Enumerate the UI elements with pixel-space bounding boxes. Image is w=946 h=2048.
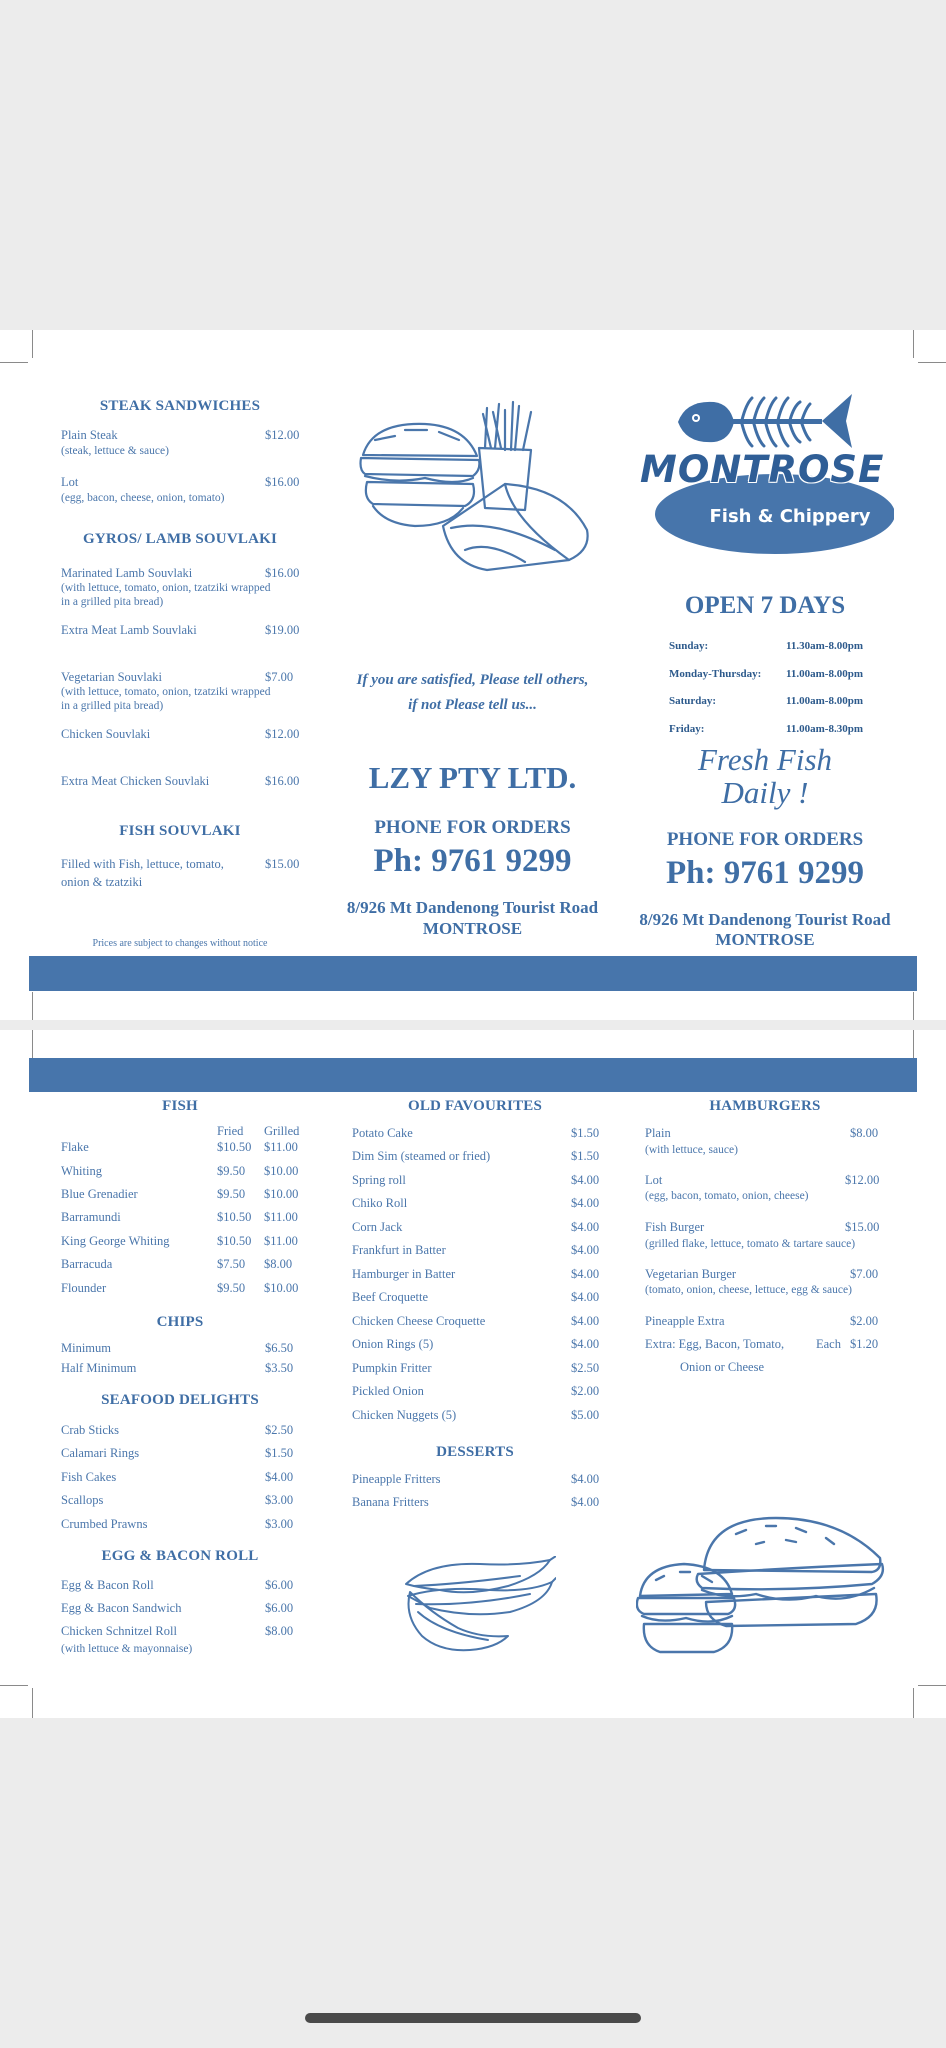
menu-item-name: Chicken Souvlaki — [61, 727, 151, 741]
crop-mark — [0, 362, 28, 363]
menu-item-name: Dim Sim (steamed or fried) — [352, 1149, 491, 1163]
menu-item-name: Chiko Roll — [352, 1196, 408, 1210]
gyros-heading: GYROS/ LAMB SOUVLAKI — [82, 531, 278, 547]
menu-item-name: Half Minimum — [61, 1361, 137, 1375]
menu-item-price: $3.00 — [265, 1517, 294, 1531]
menu-item-name: Spring roll — [352, 1173, 406, 1187]
menu-item-name: Pineapple Fritters — [352, 1472, 441, 1486]
menu-item-price: $12.00 — [845, 1173, 880, 1187]
menu-item-name: Lot — [61, 475, 79, 489]
grilled-column-header: Grilled — [264, 1124, 300, 1138]
address-line1: 8/926 Mt Dandenong Tourist Road — [346, 898, 599, 917]
menu-item-price: $6.00 — [265, 1601, 294, 1615]
menu-item-name: Egg & Bacon Roll — [61, 1578, 154, 1592]
hours-time: 11.00am-8.30pm — [786, 723, 863, 735]
menu-item-name: Plain Steak — [61, 428, 118, 442]
menu-item-desc: in a grilled pita bread) — [61, 700, 164, 712]
menu-item-price: $2.50 — [571, 1361, 600, 1375]
menu-item-name: Plain — [645, 1126, 671, 1140]
crop-mark — [32, 1688, 33, 1718]
menu-item-price: $7.50 — [217, 1257, 246, 1271]
menu-item-name: Banana Fritters — [352, 1495, 429, 1509]
hours-day: Monday-Thursday: — [669, 668, 762, 680]
phone-number[interactable]: Ph: 9761 9299 — [666, 855, 864, 891]
crop-mark — [918, 362, 946, 363]
hours-day: Friday: — [669, 723, 705, 735]
menu-item-price: $10.50 — [217, 1210, 252, 1224]
company-name: LZY PTY LTD. — [368, 760, 577, 795]
menu-item-name: King George Whiting — [61, 1234, 170, 1248]
desserts-heading: DESSERTS — [436, 1444, 514, 1460]
menu-item-price: $16.00 — [265, 566, 300, 580]
satisfaction-quote-line2: if not Please tell us... — [408, 697, 537, 713]
menu-item-price: $10.00 — [264, 1187, 299, 1201]
menu-item-desc: (with lettuce, tomato, onion, tzatziki wrapped — [61, 686, 271, 698]
menu-item-price: $2.50 — [265, 1423, 294, 1437]
menu-item-name: Pineapple Extra — [645, 1314, 725, 1328]
phone-number[interactable]: Ph: 9761 9299 — [373, 843, 572, 879]
fried-column-header: Fried — [217, 1124, 244, 1138]
menu-item-price: $11.00 — [264, 1234, 298, 1248]
menu-item-price: $7.00 — [850, 1267, 879, 1281]
menu-item-price: $6.50 — [265, 1341, 294, 1355]
menu-item-desc: (with lettuce, sauce) — [645, 1144, 738, 1156]
menu-item-price: $4.00 — [571, 1220, 600, 1234]
menu-page-outside — [0, 330, 946, 1020]
menu-item-price: $1.50 — [571, 1126, 600, 1140]
menu-item-price: $3.50 — [265, 1361, 294, 1375]
menu-item-price: $12.00 — [265, 428, 300, 442]
menu-item-price: $5.00 — [571, 1408, 600, 1422]
menu-item-name: Barramundi — [61, 1210, 121, 1224]
hours-time: 11.30am-8.00pm — [786, 640, 863, 652]
blue-band — [29, 956, 917, 991]
menu-item-price: $9.50 — [217, 1281, 246, 1295]
sandwich-chips-illustration — [355, 400, 595, 582]
hours-time: 11.00am-8.00pm — [786, 695, 863, 707]
menu-page-inside — [0, 1030, 946, 1718]
menu-item-name: Crumbed Prawns — [61, 1517, 148, 1531]
phone-orders-heading: PHONE FOR ORDERS — [666, 829, 864, 850]
fish-heading: FISH — [162, 1098, 198, 1114]
menu-item-price: $2.00 — [850, 1314, 879, 1328]
extras-line2: Onion or Cheese — [680, 1360, 765, 1374]
crop-mark — [32, 1030, 33, 1058]
menu-item-price: $16.00 — [265, 774, 300, 788]
menu-item-price: $4.00 — [571, 1314, 600, 1328]
menu-item-name: Calamari Rings — [61, 1446, 140, 1460]
menu-item-name: Crab Sticks — [61, 1423, 119, 1437]
menu-item-price: $15.00 — [845, 1220, 880, 1234]
menu-item-name: Blue Grenadier — [61, 1187, 138, 1201]
menu-item-price: $15.00 — [265, 857, 300, 871]
menu-item-price: $4.00 — [571, 1472, 600, 1486]
menu-item-price: $1.50 — [265, 1446, 294, 1460]
menu-item-name: Barracuda — [61, 1257, 113, 1271]
menu-item-name: Egg & Bacon Sandwich — [61, 1601, 182, 1615]
menu-item-price: $4.00 — [571, 1337, 600, 1351]
crop-mark — [913, 1030, 914, 1058]
menu-item-price: $10.50 — [217, 1234, 252, 1248]
menu-item-name: Fish Cakes — [61, 1470, 117, 1484]
menu-item-price: $11.00 — [264, 1140, 298, 1154]
menu-item-price: $9.50 — [217, 1164, 246, 1178]
menu-item-desc: (steak, lettuce & sauce) — [61, 445, 169, 457]
menu-item-price: $10.00 — [264, 1164, 299, 1178]
address-line2: MONTROSE — [715, 930, 815, 949]
open-7-days: OPEN 7 DAYS — [684, 592, 846, 619]
crop-mark — [32, 330, 33, 358]
menu-item-name: Chicken Cheese Croquette — [352, 1314, 486, 1328]
menu-item-name: Minimum — [61, 1341, 112, 1355]
crop-mark — [913, 330, 914, 358]
menu-item-name: Flounder — [61, 1281, 107, 1295]
menu-item-name: Fish Burger — [645, 1220, 705, 1234]
menu-item-name: Chicken Schnitzel Roll — [61, 1624, 177, 1638]
chips-heading: CHIPS — [156, 1314, 204, 1330]
menu-item-price: $4.00 — [571, 1173, 600, 1187]
address-line1: 8/926 Mt Dandenong Tourist Road — [639, 910, 891, 929]
menu-item-desc: (grilled flake, lettuce, tomato & tartare sauce) — [645, 1238, 856, 1250]
seafood-heading: SEAFOOD DELIGHTS — [101, 1392, 259, 1408]
menu-item-desc: Filled with Fish, lettuce, tomato, — [61, 857, 224, 871]
price-notice: Prices are subject to changes without notice — [92, 938, 268, 949]
crop-mark — [913, 1688, 914, 1718]
menu-item-price: $4.00 — [571, 1243, 600, 1257]
menu-item-desc: (egg, bacon, cheese, onion, tomato) — [61, 492, 225, 504]
menu-item-name: Extra Meat Lamb Souvlaki — [61, 623, 197, 637]
menu-item-desc: in a grilled pita bread) — [61, 596, 164, 608]
menu-item-name: Marinated Lamb Souvlaki — [61, 566, 193, 580]
home-indicator[interactable] — [305, 2013, 641, 2023]
menu-item-price: $3.00 — [265, 1493, 294, 1507]
hours-time: 11.00am-8.00pm — [786, 668, 863, 680]
satisfaction-quote-line1: If you are satisfied, Please tell others, — [356, 672, 589, 688]
crop-mark — [918, 1685, 946, 1686]
menu-item-price: $19.00 — [265, 623, 300, 637]
menu-item-name: Vegetarian Souvlaki — [61, 670, 163, 684]
menu-item-price: $9.50 — [217, 1187, 246, 1201]
menu-item-price: $8.00 — [265, 1624, 294, 1638]
menu-item-price: $11.00 — [264, 1210, 298, 1224]
extras-line1: Extra: Egg, Bacon, Tomato, — [645, 1337, 785, 1351]
address-line2: MONTROSE — [422, 919, 523, 938]
menu-item-name: Pickled Onion — [352, 1384, 424, 1398]
hamburger-illustration — [636, 1514, 892, 1656]
menu-item-name: Whiting — [61, 1164, 102, 1178]
menu-item-price: $4.00 — [571, 1495, 600, 1509]
menu-item-name: Chicken Nuggets (5) — [352, 1408, 457, 1422]
menu-item-name: Potato Cake — [352, 1126, 413, 1140]
blue-band — [29, 1058, 917, 1092]
menu-item-name: Lot — [645, 1173, 663, 1187]
menu-item-name: Frankfurt in Batter — [352, 1243, 446, 1257]
menu-item-name: Hamburger in Batter — [352, 1267, 456, 1281]
brand-tagline: Fish & Chippery — [709, 506, 871, 527]
menu-item-desc: (egg, bacon, tomato, onion, cheese) — [645, 1190, 809, 1202]
banana-illustration — [400, 1556, 556, 1654]
menu-item-price: $16.00 — [265, 475, 300, 489]
crop-mark — [913, 992, 914, 1020]
menu-item-name: Onion Rings (5) — [352, 1337, 434, 1351]
menu-item-price: $8.00 — [264, 1257, 293, 1271]
menu-item-price: $4.00 — [265, 1470, 294, 1484]
menu-item-price: $8.00 — [850, 1126, 879, 1140]
crop-mark — [0, 1685, 28, 1686]
crop-mark — [32, 992, 33, 1020]
menu-item-price: $10.00 — [264, 1281, 299, 1295]
egg-bacon-heading: EGG & BACON ROLL — [101, 1548, 259, 1564]
menu-item-desc: onion & tzatziki — [61, 875, 143, 889]
menu-item-desc: (tomato, onion, cheese, lettuce, egg & sauce) — [645, 1284, 852, 1296]
menu-item-price: $10.50 — [217, 1140, 252, 1154]
brand-name: MONTROSE — [640, 448, 885, 491]
hours-day: Saturday: — [669, 695, 717, 707]
steak-sandwiches-heading: STEAK SANDWICHES — [99, 398, 261, 414]
fresh-fish-line2: Daily ! — [721, 775, 809, 810]
menu-item-name: Flake — [61, 1140, 89, 1154]
menu-item-desc: (with lettuce, tomato, onion, tzatziki wrapped — [61, 582, 271, 594]
phone-orders-heading: PHONE FOR ORDERS — [374, 817, 571, 838]
menu-item-price: $4.00 — [571, 1290, 600, 1304]
menu-item-price: $12.00 — [265, 727, 300, 741]
menu-item-name: Beef Croquette — [352, 1290, 429, 1304]
fresh-fish-line1: Fresh Fish — [697, 742, 833, 777]
menu-item-price: $1.50 — [571, 1149, 600, 1163]
menu-item-price: $4.00 — [571, 1196, 600, 1210]
menu-item-name: Extra Meat Chicken Souvlaki — [61, 774, 210, 788]
menu-item-name: Pumpkin Fritter — [352, 1361, 432, 1375]
menu-item-price: $1.20 — [850, 1337, 879, 1351]
extras-each: Each — [816, 1337, 841, 1351]
menu-item-price: $2.00 — [571, 1384, 600, 1398]
menu-item-name: Scallops — [61, 1493, 104, 1507]
fish-souvlaki-heading: FISH SOUVLAKI — [119, 823, 241, 839]
menu-item-name: Corn Jack — [352, 1220, 403, 1234]
menu-item-price: $4.00 — [571, 1267, 600, 1281]
menu-item-name: Vegetarian Burger — [645, 1267, 737, 1281]
old-favourites-heading: OLD FAVOURITES — [407, 1098, 543, 1114]
hamburgers-heading: HAMBURGERS — [709, 1098, 821, 1114]
menu-item-desc: (with lettuce & mayonnaise) — [61, 1643, 193, 1655]
menu-item-price: $7.00 — [265, 670, 294, 684]
fish-skeleton-icon — [676, 390, 852, 452]
menu-item-price: $6.00 — [265, 1578, 294, 1592]
hours-day: Sunday: — [669, 640, 709, 652]
